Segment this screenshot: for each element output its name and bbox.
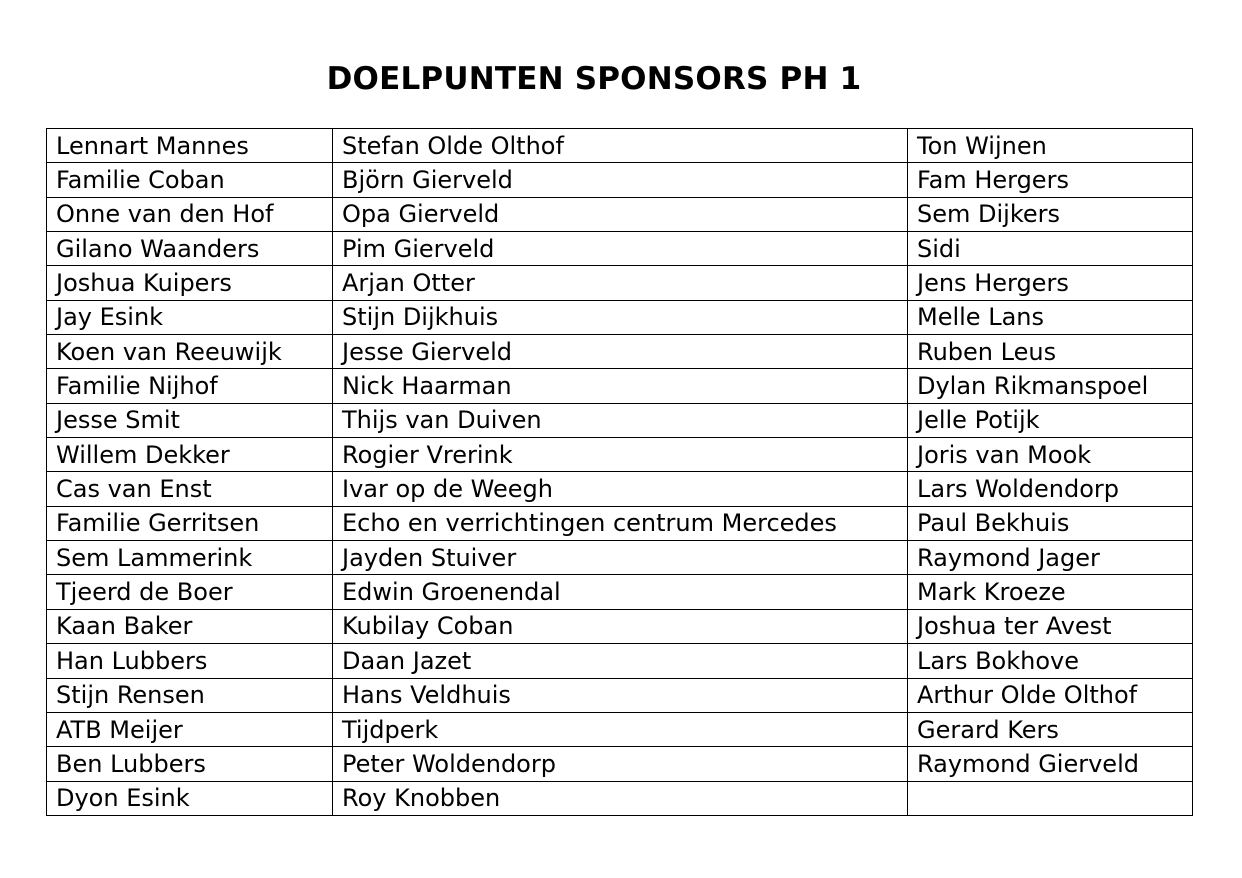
sponsor-cell: Fam Hergers	[908, 163, 1193, 197]
sponsor-cell: Jesse Smit	[47, 403, 333, 437]
table-row	[47, 541, 1193, 575]
table-row	[47, 712, 1193, 746]
sponsor-cell: Joshua Kuipers	[47, 266, 333, 300]
table-row	[47, 644, 1193, 678]
table-row	[47, 575, 1193, 609]
table-row	[47, 163, 1193, 197]
sponsor-cell: Kubilay Coban	[333, 609, 908, 643]
sponsor-cell: Lars Woldendorp	[908, 472, 1193, 506]
sponsor-cell: Mark Kroeze	[908, 575, 1193, 609]
sponsor-cell: Onne van den Hof	[47, 197, 333, 231]
table-row	[47, 369, 1193, 403]
sponsor-cell: ATB Meijer	[47, 712, 333, 746]
sponsor-cell: Willem Dekker	[47, 438, 333, 472]
sponsor-cell: Stefan Olde Olthof	[333, 129, 908, 163]
sponsor-cell: Dylan Rikmanspoel	[908, 369, 1193, 403]
sponsor-cell: Björn Gierveld	[333, 163, 908, 197]
sponsor-cell: Sidi	[908, 232, 1193, 266]
sponsor-cell: Raymond Jager	[908, 541, 1193, 575]
sponsor-cell: Arjan Otter	[333, 266, 908, 300]
sponsor-cell: Jesse Gierveld	[333, 335, 908, 369]
sponsors-table	[46, 128, 1193, 816]
sponsor-cell: Gerard Kers	[908, 712, 1193, 746]
table-row	[47, 197, 1193, 231]
sponsor-cell: Raymond Gierveld	[908, 747, 1193, 781]
sponsor-cell: Dyon Esink	[47, 781, 333, 815]
sponsor-cell: Ivar op de Weegh	[333, 472, 908, 506]
sponsor-cell: Stijn Dijkhuis	[333, 300, 908, 334]
sponsor-cell: Jens Hergers	[908, 266, 1193, 300]
sponsor-cell: Joris van Mook	[908, 438, 1193, 472]
sponsor-cell: Pim Gierveld	[333, 232, 908, 266]
sponsor-cell	[908, 781, 1193, 815]
sponsor-cell: Jayden Stuiver	[333, 541, 908, 575]
sponsor-cell: Peter Woldendorp	[333, 747, 908, 781]
sponsor-cell: Melle Lans	[908, 300, 1193, 334]
sponsor-cell: Nick Haarman	[333, 369, 908, 403]
sponsor-cell: Roy Knobben	[333, 781, 908, 815]
sponsor-cell: Ben Lubbers	[47, 747, 333, 781]
table-row	[47, 678, 1193, 712]
table-row	[47, 403, 1193, 437]
sponsor-cell: Daan Jazet	[333, 644, 908, 678]
sponsor-cell: Hans Veldhuis	[333, 678, 908, 712]
table-row	[47, 438, 1193, 472]
sponsor-cell: Tjeerd de Boer	[47, 575, 333, 609]
sponsor-cell: Edwin Groenendal	[333, 575, 908, 609]
sponsors-table-body	[47, 129, 1193, 816]
sponsor-cell: Jelle Potijk	[908, 403, 1193, 437]
sponsor-cell: Sem Dijkers	[908, 197, 1193, 231]
sponsor-cell: Lars Bokhove	[908, 644, 1193, 678]
sponsor-cell: Thijs van Duiven	[333, 403, 908, 437]
sponsor-cell: Gilano Waanders	[47, 232, 333, 266]
sponsor-cell: Opa Gierveld	[333, 197, 908, 231]
sponsor-cell: Kaan Baker	[47, 609, 333, 643]
sponsor-cell: Echo en verrichtingen centrum Mercedes	[333, 506, 908, 540]
table-row	[47, 609, 1193, 643]
sponsor-cell: Ruben Leus	[908, 335, 1193, 369]
sponsor-cell: Arthur Olde Olthof	[908, 678, 1193, 712]
table-row	[47, 335, 1193, 369]
sponsor-cell: Stijn Rensen	[47, 678, 333, 712]
page-title: DOELPUNTEN SPONSORS PH 1	[326, 61, 862, 97]
table-row	[47, 506, 1193, 540]
sponsor-cell: Joshua ter Avest	[908, 609, 1193, 643]
sponsor-cell: Familie Gerritsen	[47, 506, 333, 540]
sponsor-cell: Familie Nijhof	[47, 369, 333, 403]
table-row	[47, 747, 1193, 781]
sponsor-cell: Lennart Mannes	[47, 129, 333, 163]
sponsor-cell: Han Lubbers	[47, 644, 333, 678]
sponsor-cell: Sem Lammerink	[47, 541, 333, 575]
sponsor-cell: Jay Esink	[47, 300, 333, 334]
table-row	[47, 300, 1193, 334]
sponsor-cell: Koen van Reeuwijk	[47, 335, 333, 369]
sponsor-cell: Rogier Vrerink	[333, 438, 908, 472]
sponsor-cell: Ton Wijnen	[908, 129, 1193, 163]
sponsor-cell: Familie Coban	[47, 163, 333, 197]
sponsor-cell: Cas van Enst	[47, 472, 333, 506]
table-row	[47, 781, 1193, 815]
table-row	[47, 266, 1193, 300]
sponsor-cell: Tijdperk	[333, 712, 908, 746]
table-row	[47, 129, 1193, 163]
table-row	[47, 472, 1193, 506]
table-row	[47, 232, 1193, 266]
sponsor-cell: Paul Bekhuis	[908, 506, 1193, 540]
